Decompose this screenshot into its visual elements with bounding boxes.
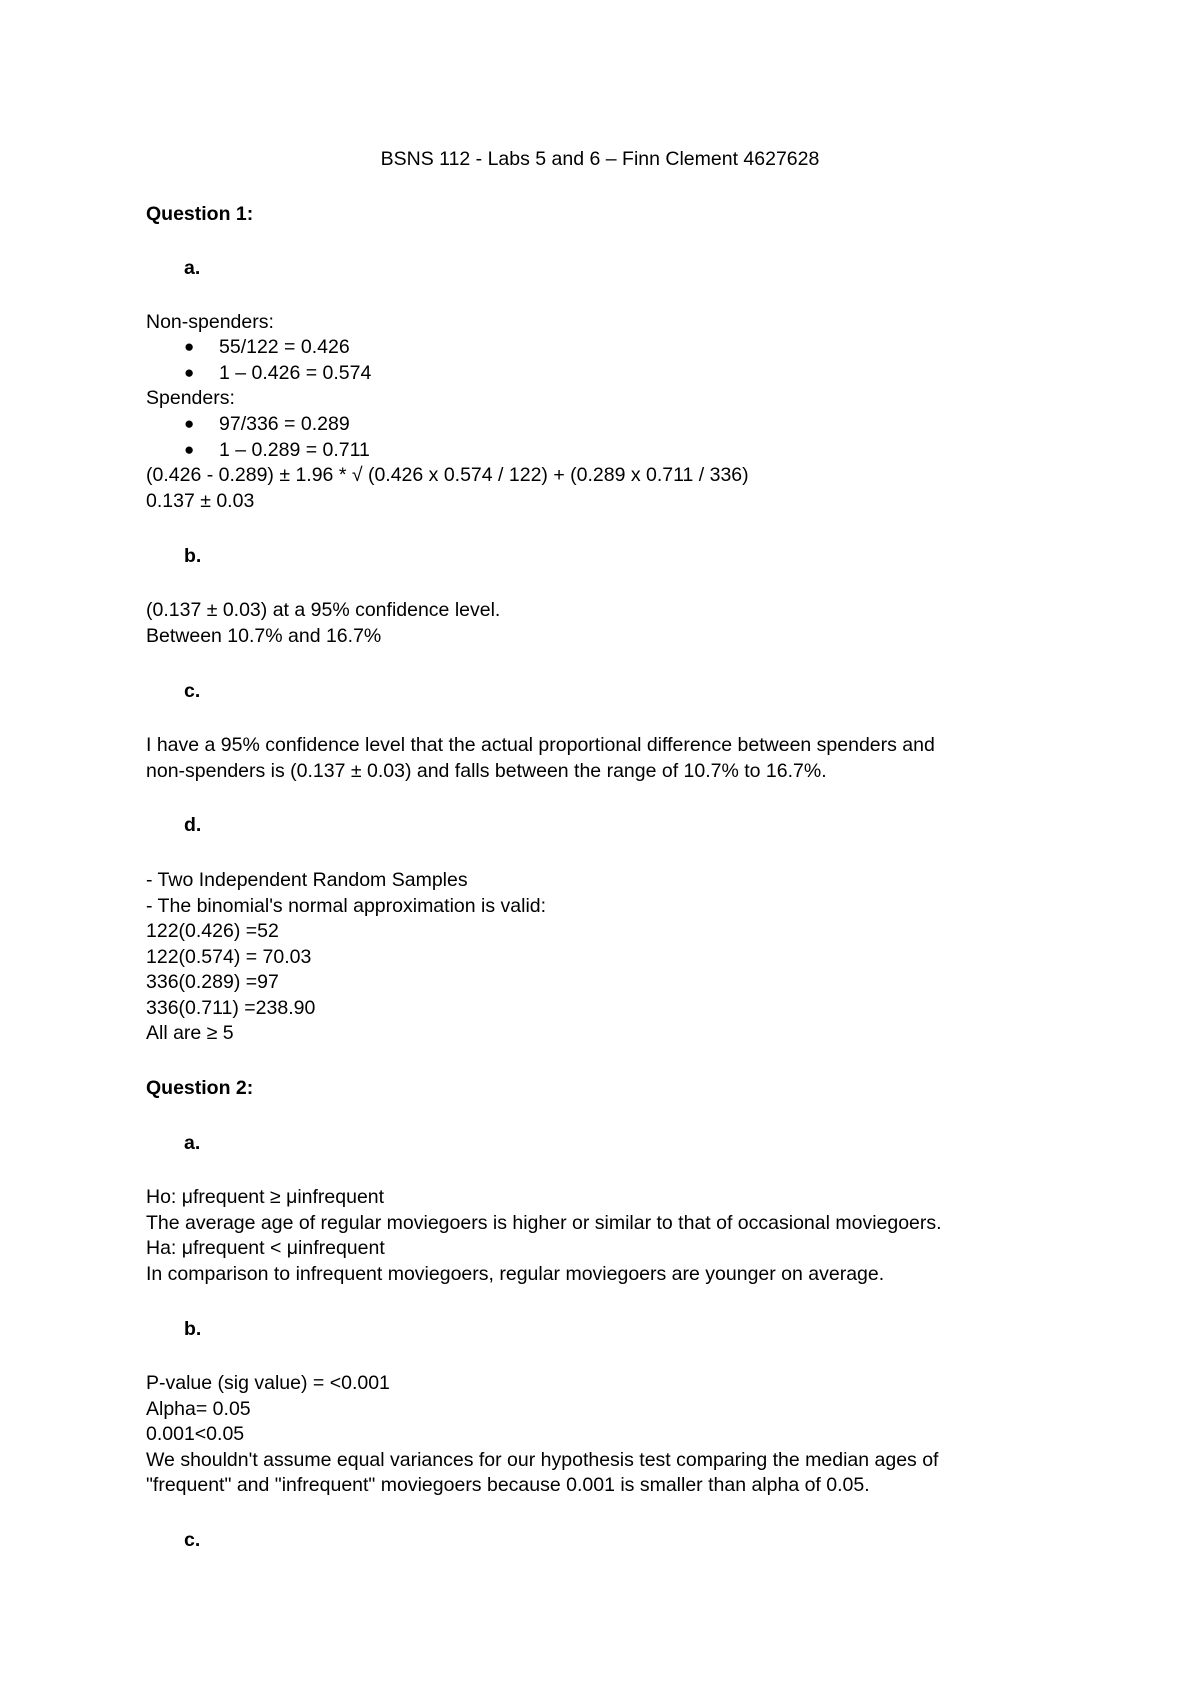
q1-part-a-label: a. xyxy=(184,257,201,279)
text-line: I have a 95% confidence level that the actual proportional difference between spenders and xyxy=(146,734,935,756)
q2-part-a-label: a. xyxy=(184,1132,201,1154)
bullet-icon: ● xyxy=(184,414,195,433)
text-line: 0.001<0.05 xyxy=(146,1423,245,1445)
spenders-label: Spenders: xyxy=(146,387,235,409)
q2-part-b-label: b. xyxy=(184,1318,202,1340)
question-2-heading: Question 2: xyxy=(146,1077,254,1099)
text-line: All are ≥ 5 xyxy=(146,1022,234,1044)
document-title: BSNS 112 - Labs 5 and 6 – Finn Clement 4627628 xyxy=(380,148,820,170)
text-line: 336(0.289) =97 xyxy=(146,971,279,993)
bullet-icon: ● xyxy=(184,440,195,459)
list-item: 97/336 = 0.289 xyxy=(219,413,350,435)
text-line: non-spenders is (0.137 ± 0.03) and falls between the range of 10.7% to 16.7%. xyxy=(146,760,827,782)
bullet-icon: ● xyxy=(184,363,195,382)
q2-part-c-label: c. xyxy=(184,1529,201,1551)
text-line: 122(0.426) =52 xyxy=(146,920,279,942)
text-line: In comparison to infrequent moviegoers, regular moviegoers are younger on average. xyxy=(146,1263,885,1285)
text-line: We shouldn't assume equal variances for our hypothesis test comparing the median ages of xyxy=(146,1449,939,1471)
q1-part-b-label: b. xyxy=(184,545,202,567)
list-item: 55/122 = 0.426 xyxy=(219,336,350,358)
text-line: P-value (sig value) = <0.001 xyxy=(146,1372,390,1394)
text-line: The average age of regular moviegoers is higher or similar to that of occasional moviegoers. xyxy=(146,1212,942,1234)
text-line: Alpha= 0.05 xyxy=(146,1398,251,1420)
question-1-heading: Question 1: xyxy=(146,203,254,225)
list-item: 1 – 0.426 = 0.574 xyxy=(219,362,372,384)
ci-result: 0.137 ± 0.03 xyxy=(146,490,255,512)
text-line: Ha: μfrequent < μinfrequent xyxy=(146,1237,385,1259)
nonspenders-label: Non-spenders: xyxy=(146,311,274,333)
text-line: - Two Independent Random Samples xyxy=(146,869,468,891)
bullet-icon: ● xyxy=(184,337,195,356)
q1-part-d-label: d. xyxy=(184,814,202,836)
text-line: - The binomial's normal approximation is valid: xyxy=(146,895,547,917)
text-line: (0.137 ± 0.03) at a 95% confidence level. xyxy=(146,599,501,621)
ci-formula: (0.426 - 0.289) ± 1.96 * √ (0.426 x 0.574 / 122) + (0.289 x 0.711 / 336) xyxy=(146,464,749,486)
text-line: "frequent" and "infrequent" moviegoers because 0.001 is smaller than alpha of 0.05. xyxy=(146,1474,870,1496)
text-line: 122(0.574) = 70.03 xyxy=(146,946,312,968)
q1-part-c-label: c. xyxy=(184,680,201,702)
list-item: 1 – 0.289 = 0.711 xyxy=(219,439,370,461)
text-line: 336(0.711) =238.90 xyxy=(146,997,316,1019)
text-line: Ho: μfrequent ≥ μinfrequent xyxy=(146,1186,385,1208)
text-line: Between 10.7% and 16.7% xyxy=(146,625,382,647)
